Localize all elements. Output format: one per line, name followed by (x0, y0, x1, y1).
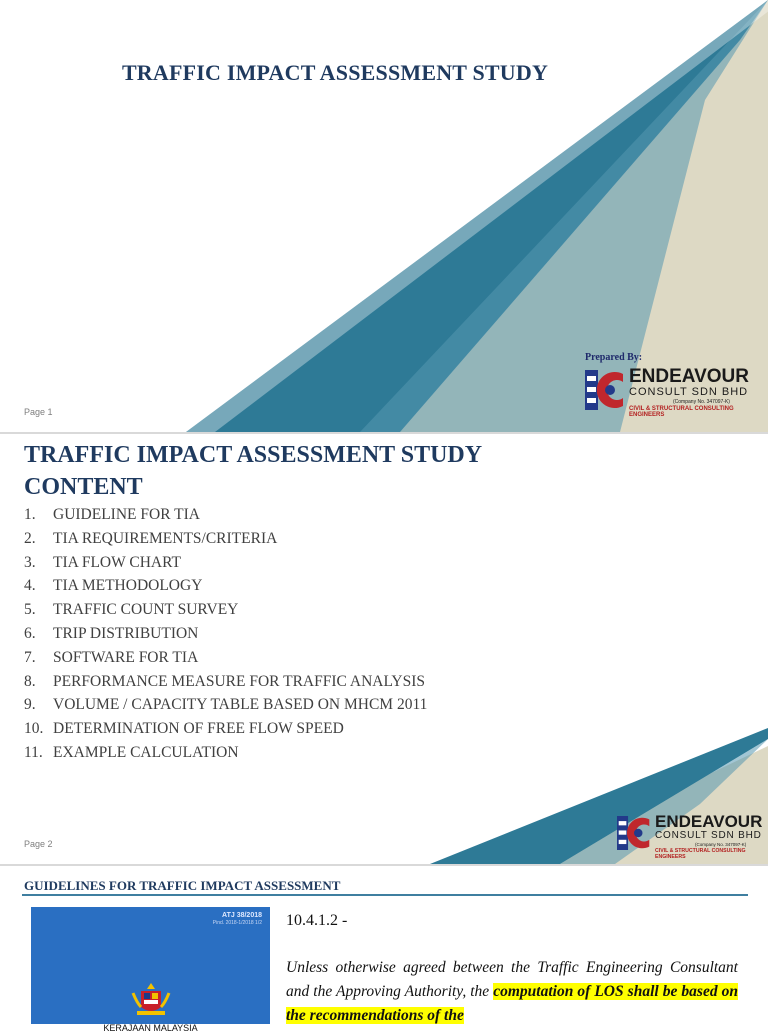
cover-government-text: KERAJAAN MALAYSIA (103, 1023, 198, 1033)
content-item-number: 9. (24, 696, 36, 714)
paragraph-highlight: computation of LOS shall be based on the recommendations of the (286, 983, 738, 1024)
logo-company-no: (Company No. 347097-K) (673, 399, 730, 405)
content-item (24, 625, 427, 649)
content-item-number: 5. (24, 601, 36, 619)
content-item-number: 4. (24, 577, 36, 595)
content-item-text: VOLUME / CAPACITY TABLE BASED ON MHCM 2011 (53, 696, 428, 714)
content-item (24, 554, 427, 578)
content-item-text: PERFORMANCE MEASURE FOR TRAFFIC ANALYSIS (53, 672, 425, 690)
content-item-number: 3. (24, 553, 36, 571)
content-item-text: TIA METHODOLOGY (53, 577, 203, 595)
content-item-text: SOFTWARE FOR TIA (53, 648, 199, 666)
content-item-number: 1. (24, 506, 36, 523)
content-item-number: 7. (24, 648, 36, 666)
page-number: Page 2 (24, 839, 53, 849)
content-item-text: TRIP DISTRIBUTION (53, 624, 199, 642)
content-item-number: 2. (24, 529, 36, 547)
endeavour-logo (617, 812, 767, 860)
slide-1 (0, 0, 768, 432)
heading-rule (22, 894, 748, 896)
logo-line2: CONSULT SDN BHD (655, 830, 762, 841)
section-number: 10.4.1.2 - (286, 912, 348, 929)
content-item-number: 6. (24, 624, 36, 642)
content-item (24, 696, 427, 720)
content-item-text: TIA FLOW CHART (53, 553, 181, 571)
logo-company-no: (Company No. 347097-K) (695, 842, 747, 847)
endeavour-logo-mark (585, 366, 625, 414)
content-item (24, 601, 427, 625)
endeavour-logo (585, 366, 755, 416)
cover-code: ATJ 38/2018 (222, 912, 262, 919)
content-item-number: 10. (24, 720, 44, 738)
logo-tagline: CIVIL & STRUCTURAL CONSULTING ENGINEERS (629, 406, 734, 418)
slide-2 (0, 434, 768, 864)
logo-line2: CONSULT SDN BHD (629, 386, 749, 398)
content-item-text: DETERMINATION OF FREE FLOW SPEED (53, 720, 344, 738)
content-item-text: TIA REQUIREMENTS/CRITERIA (53, 529, 278, 547)
slide-2-title: TRAFFIC IMPACT ASSESSMENT STUDY (24, 442, 483, 468)
page-number: Page 1 (24, 407, 53, 417)
content-item (24, 744, 427, 768)
slide-3 (0, 866, 768, 1033)
content-item (24, 506, 427, 530)
content-item (24, 720, 427, 744)
content-item-number: 8. (24, 672, 36, 690)
prepared-by-label: Prepared By: (585, 352, 643, 363)
slide-1-title: TRAFFIC IMPACT ASSESSMENT STUDY (121, 60, 549, 85)
cover-subcode: Pind. 2018-1/2018 1/2 (212, 920, 262, 926)
slide-2-subtitle: CONTENT (24, 474, 143, 500)
endeavour-logo-mark (617, 812, 651, 854)
content-item-text: GUIDELINE FOR TIA (53, 506, 200, 523)
guideline-paragraph (286, 956, 738, 1028)
content-item (24, 649, 427, 673)
content-item-number: 11. (24, 743, 43, 761)
logo-name: ENDEAVOUR (655, 812, 763, 831)
malaysia-crest-icon (129, 981, 173, 1019)
content-item (24, 530, 427, 554)
content-item-text: EXAMPLE CALCULATION (53, 743, 239, 761)
content-item (24, 577, 427, 601)
paragraph-text: Unless otherwise agreed between the Traffic Engineering Consultant and the Approving Authority, the (286, 959, 738, 1000)
logo-name: ENDEAVOUR (629, 366, 749, 387)
content-item-text: TRAFFIC COUNT SURVEY (53, 601, 239, 619)
slide-3-heading: GUIDELINES FOR TRAFFIC IMPACT ASSESSMENT (24, 878, 341, 893)
guideline-cover-image (31, 907, 270, 1033)
logo-tagline: CIVIL & STRUCTURAL CONSULTING ENGINEERS (655, 848, 746, 860)
content-list (24, 506, 427, 768)
content-item (24, 673, 427, 697)
